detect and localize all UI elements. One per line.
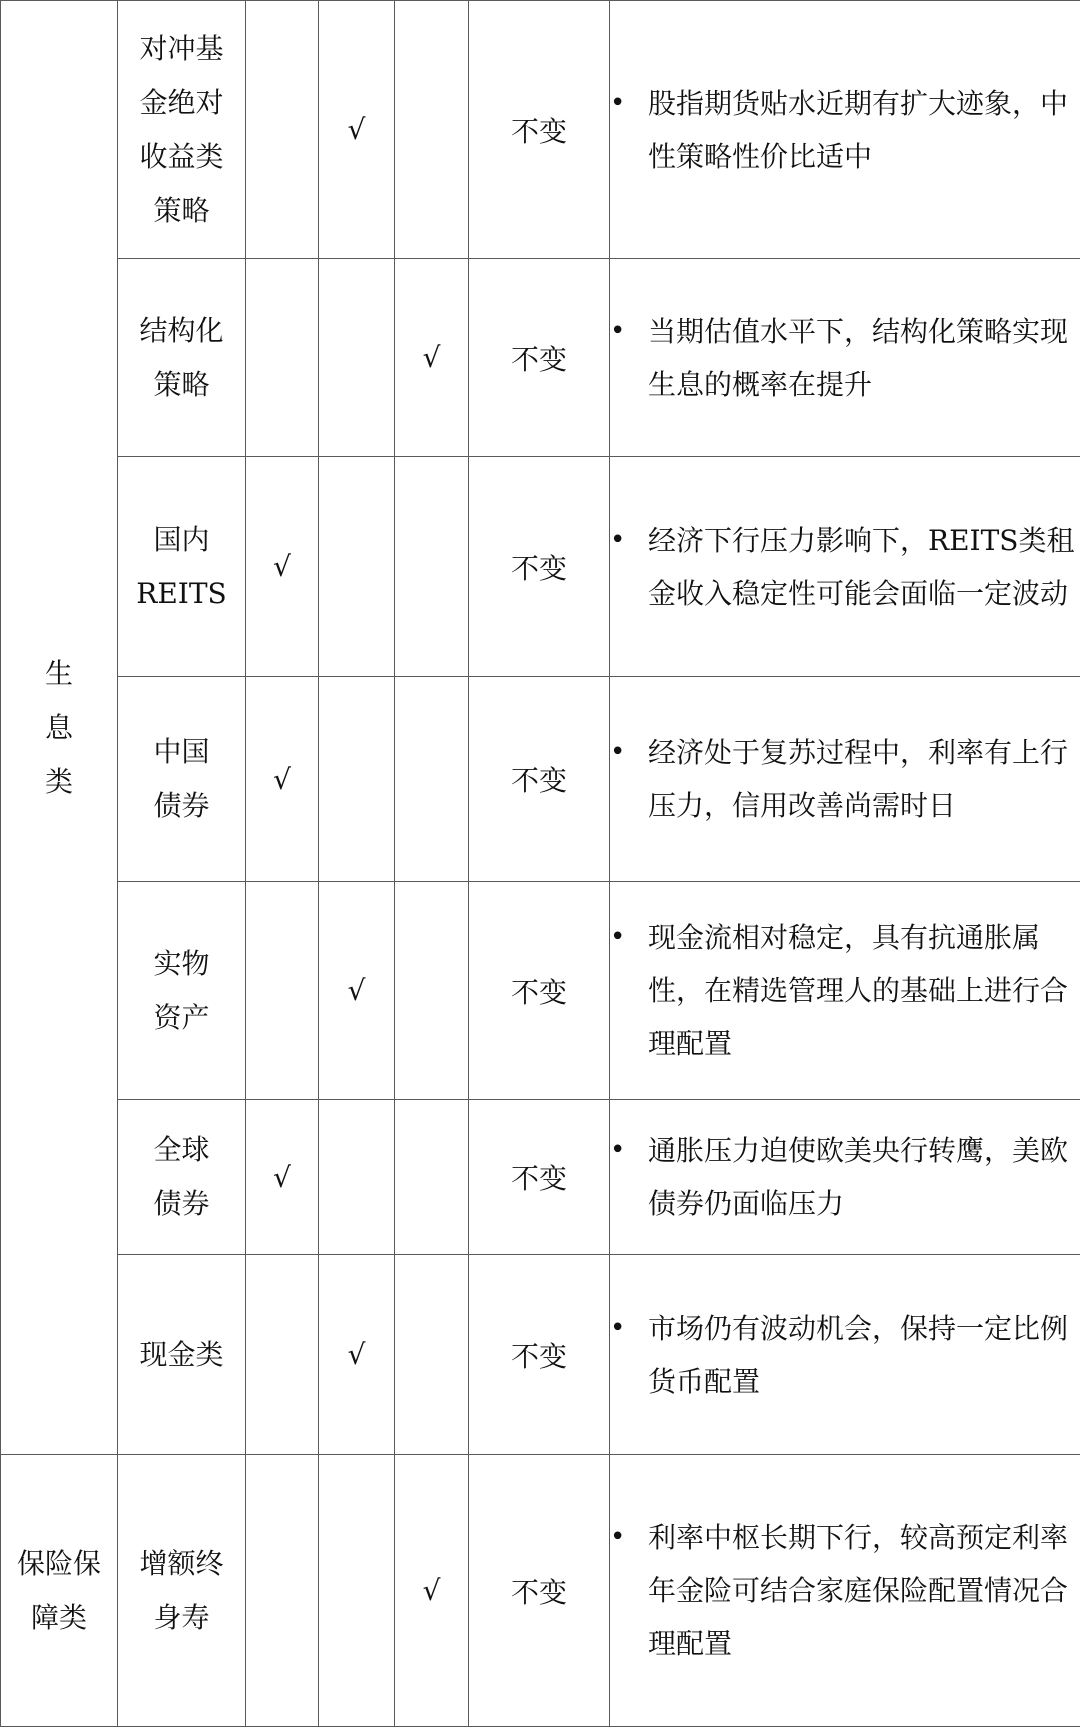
rating-cell-1 (246, 457, 319, 677)
check-mark: √ (422, 341, 441, 374)
rating-cell-2 (319, 882, 395, 1100)
change-cell: 不变 (469, 1100, 610, 1255)
asset-name-cell: 现金类 (118, 1255, 246, 1455)
table-row (1, 259, 1080, 457)
check-mark: √ (273, 762, 291, 796)
table-row (1, 1100, 1080, 1255)
asset-name-cell: 结构化 策略 (118, 259, 246, 457)
rating-cell-3 (395, 457, 469, 677)
rating-cell-1 (246, 1, 319, 259)
rating-cell-3 (395, 677, 469, 882)
comment-cell: • 股指期货贴水近期有扩大迹象，中性策略性价比适中 (610, 1, 1080, 259)
rating-cell-1 (246, 1255, 319, 1455)
bullet-icon: • (610, 922, 626, 952)
asset-name-cell: 全球 债券 (118, 1100, 246, 1255)
comment-cell: • 利率中枢长期下行，较高预定利率年金险可结合家庭保险配置情况合理配置 (610, 1455, 1080, 1727)
bullet-icon: • (610, 1312, 626, 1343)
change-cell: 不变 (469, 457, 610, 677)
table-row (1, 882, 1080, 1100)
rating-cell-3 (395, 882, 469, 1100)
table-row (1, 677, 1080, 882)
change-cell: 不变 (469, 259, 610, 457)
rating-cell-2 (319, 1, 395, 259)
change-cell: 不变 (469, 1, 610, 259)
bullet-icon: • (610, 315, 626, 346)
rating-cell-1 (246, 1100, 319, 1255)
rating-cell-1 (246, 882, 319, 1100)
change-cell: 不变 (469, 677, 610, 882)
check-mark: √ (347, 974, 366, 1007)
rating-cell-2 (319, 1455, 395, 1727)
table-row (1, 1455, 1080, 1727)
bullet-icon: • (610, 524, 626, 555)
bullet-icon: • (610, 1522, 626, 1552)
rating-cell-2 (319, 259, 395, 457)
comment-cell: • 经济下行压力影响下，REITS类租金收入稳定性可能会面临一定波动 (610, 457, 1080, 677)
asset-name-cell: 实物 资产 (118, 882, 246, 1100)
rating-cell-3 (395, 1100, 469, 1255)
change-cell: 不变 (469, 1455, 610, 1727)
rating-cell-3 (395, 1255, 469, 1455)
rating-cell-1 (246, 259, 319, 457)
rating-cell-3 (395, 1, 469, 259)
check-mark: √ (273, 1160, 291, 1194)
rating-cell-1 (246, 677, 319, 882)
comment-cell: • 市场仍有波动机会，保持一定比例货币配置 (610, 1255, 1080, 1455)
rating-cell-3 (395, 1455, 469, 1727)
comment-cell: • 通胀压力迫使欧美央行转鹰，美欧债券仍面临压力 (610, 1100, 1080, 1255)
rating-cell-2 (319, 1100, 395, 1255)
comment-cell: • 经济处于复苏过程中，利率有上行压力，信用改善尚需时日 (610, 677, 1080, 882)
bullet-icon: • (610, 87, 626, 118)
table-row (1, 457, 1080, 677)
asset-name-cell: 增额终 身寿 (118, 1455, 246, 1727)
table-row (1, 1255, 1080, 1455)
asset-name-cell: 国内 REITS (118, 457, 246, 677)
change-cell: 不变 (469, 882, 610, 1100)
rating-cell-2 (319, 677, 395, 882)
rating-cell-1 (246, 1455, 319, 1727)
comment-cell: • 当期估值水平下，结构化策略实现生息的概率在提升 (610, 259, 1080, 457)
check-mark: √ (347, 113, 366, 146)
check-mark: √ (422, 1574, 441, 1607)
category-cell: 生 息 类 (1, 1, 118, 1455)
rating-cell-2 (319, 457, 395, 677)
check-mark: √ (347, 1338, 366, 1371)
comment-cell: • 现金流相对稳定，具有抗通胀属性，在精选管理人的基础上进行合理配置 (610, 882, 1080, 1100)
bullet-icon: • (610, 737, 626, 767)
bullet-icon: • (610, 1135, 626, 1165)
category-cell: 保险保 障类 (1, 1455, 118, 1727)
asset-name-cell: 对冲基 金绝对 收益类 策略 (118, 1, 246, 259)
change-cell: 不变 (469, 1255, 610, 1455)
check-mark: √ (273, 550, 291, 583)
rating-cell-2 (319, 1255, 395, 1455)
table-row (1, 1, 1080, 259)
rating-cell-3 (395, 259, 469, 457)
asset-name-cell: 中国 债券 (118, 677, 246, 882)
